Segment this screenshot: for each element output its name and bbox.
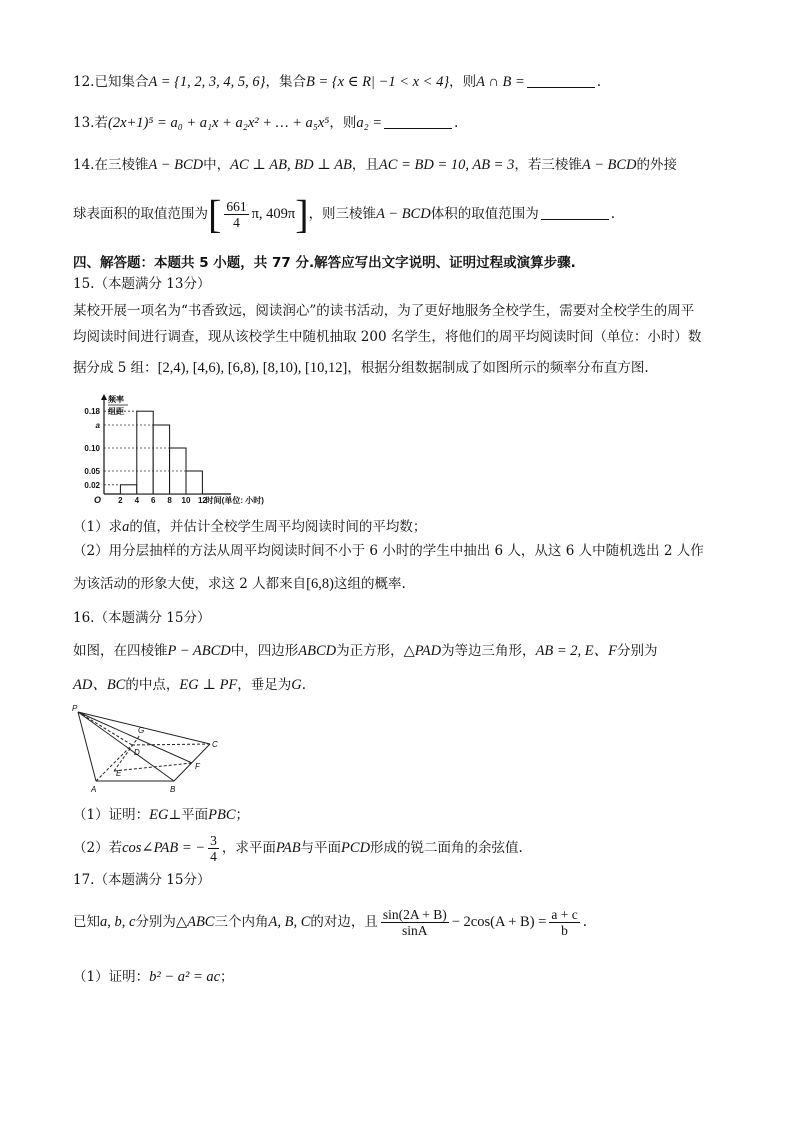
q16-header: 16.（本题满分 15分）	[73, 610, 211, 626]
q15-text-1: 某校开展一项名为“书香致远，阅读润心”的读书活动，为了更好地服务全校学生，需要对全校学生的周平	[73, 303, 695, 319]
right-bracket: ]	[295, 191, 309, 237]
q16-sub-2: （2）若cos∠PAB = − $\frac{3}{4}$ ，求平面PAB与平面PCD形成的锐二面角的余弦值.	[73, 833, 523, 864]
q16-text-1: 如图，在四棱锥P − ABCD中，四边形ABCD为正方形，△PAD为等边三角形，AB = 2, E、F分别为	[73, 643, 658, 659]
label-b: B	[170, 785, 176, 794]
edge-ad	[96, 745, 132, 781]
set-a: A = {1, 2, 3, 4, 5, 6}	[148, 74, 266, 90]
y-tick-label: 0.05	[84, 467, 100, 476]
x-tick-label: 12	[197, 496, 207, 505]
q15-sub-2-line-2: 为该活动的形象大使，求这 2 人都来自[6,8)这组的概率.	[73, 576, 406, 592]
histogram-bar	[137, 411, 153, 494]
label-f: F	[195, 762, 200, 771]
q15-sub-1: （1）求a的值，并估计全校学生周平均阅读时间的平均数；	[73, 519, 427, 535]
x-axis-label: 时间(单位: 小时)	[205, 496, 264, 505]
q13-number: 13.	[73, 115, 95, 131]
edge-ef	[114, 763, 192, 771]
answer-blank	[384, 114, 452, 129]
edge-pa	[78, 712, 96, 781]
label-c: C	[212, 740, 218, 749]
edge-dc	[132, 744, 210, 745]
y-tick-label: a	[95, 421, 100, 430]
x-tick-label: 10	[181, 496, 191, 505]
question-13: 13.若(2x+1)⁵ = a₀ + a₁x + a₂x² + … + a₅x⁵，则a₂ = .	[73, 115, 459, 131]
q15-text-3: 据分成 5 组：[2,4), [4,6), [6,8), [8,10), [10,12]，根据分组数据制成了如图所示的频率分布直方图.	[73, 360, 649, 376]
answer-blank	[527, 73, 595, 88]
q15-text-2: 均阅读时间进行调查，现从该校学生中随机抽取 200 名学生，将他们的周平均阅读时间（单位：小时）数	[73, 329, 702, 345]
label-e: E	[116, 769, 122, 778]
x-tick-label: 4	[134, 496, 140, 505]
set-b: B = {x ∈ R| −1 < x < 4}	[305, 74, 450, 90]
question-14-line-1: 14.在三棱锥A − BCD中，AC ⊥ AB, BD ⊥ AB，且AC = BD = 10, AB = 3，若三棱锥A − BCD的外接	[73, 157, 677, 173]
group-intervals: [2,4), [4,6), [6,8), [8,10), [10,12]	[157, 360, 348, 376]
origin-label: O	[94, 495, 102, 505]
label-g: G	[138, 726, 145, 735]
binomial-equation: (2x+1)⁵ = a₀ + a₁x + a₂x² + … + a₅x⁵	[107, 115, 330, 131]
q17-header: 17.（本题满分 15分）	[73, 872, 211, 888]
q15-sub-2-line-1: （2）用分层抽样的方法从周平均阅读时间不小于 6 小时的学生中抽出 6 人，从这 6 人中随机选出 2 人作	[73, 543, 704, 559]
edge-pd	[78, 712, 132, 745]
section-heading: 四、解答题：本题共 5 小题，共 77 分.解答应写出文字说明、证明过程或演算步骤.	[73, 255, 576, 271]
left-bracket: [	[208, 191, 222, 237]
fraction-ac-b: $\frac{a + c}{b}$	[551, 907, 578, 938]
histogram-bar	[120, 485, 136, 494]
question-14-line-2: 球表面积的取值范围为[ $\frac{661}{4}$ π, 409π]，则三棱锥A − BCD体积的取值范围为 .	[73, 191, 615, 237]
fraction-661-4: $\frac{661}{4}$	[226, 199, 247, 230]
y-axis-label-top: 频率	[108, 395, 124, 404]
y-axis-label-bottom: 组距	[108, 407, 124, 416]
edge-pb	[78, 712, 174, 781]
y-tick-label: 0.10	[84, 444, 100, 453]
label-a: A	[91, 785, 97, 794]
x-tick-label: 8	[167, 496, 172, 505]
edge-bc	[174, 744, 210, 781]
histogram-bar	[186, 471, 202, 494]
pyramid-figure	[70, 703, 230, 795]
y-tick-label: 0.18	[84, 407, 100, 417]
q15-header: 15.（本题满分 13分）	[73, 276, 211, 292]
q16-text-2: AD、BC的中点，EG ⊥ PF，垂足为G.	[73, 677, 307, 693]
q14-number: 14.	[73, 157, 95, 173]
answer-blank	[541, 205, 609, 220]
y-axis-arrow	[101, 394, 107, 400]
histogram-bar	[153, 425, 169, 494]
label-d: D	[134, 748, 140, 757]
histogram-plot	[84, 394, 264, 505]
fraction-sin: $\frac{\sin(2A + B)}{\sin A}$	[382, 907, 447, 938]
q17-sub-1: （1）证明：b² − a² = ac；	[73, 969, 234, 985]
label-p: P	[72, 704, 78, 713]
q17-text-1: 已知a, b, c分别为△ABC三个内角A, B, C的对边，且 $\frac{\sin(2A + B)}{\sin A}$ − 2cos(A + B) = $\frac{a + c}{b}$ .	[73, 907, 588, 938]
x-tick-label: 6	[150, 496, 156, 505]
question-12: 12.已知集合A = {1, 2, 3, 4, 5, 6}，集合B = {x ∈ R| −1 < x < 4}，则A ∩ B = .	[73, 74, 602, 90]
q12-number: 12.	[73, 74, 95, 90]
x-tick-label: 2	[118, 496, 123, 505]
frequency-histogram	[70, 390, 310, 510]
q16-sub-1: （1）证明：EG⊥平面PBC；	[73, 807, 250, 823]
fraction-3-4: $\frac{3}{4}$	[210, 833, 217, 864]
y-tick-label: 0.02	[84, 480, 100, 490]
